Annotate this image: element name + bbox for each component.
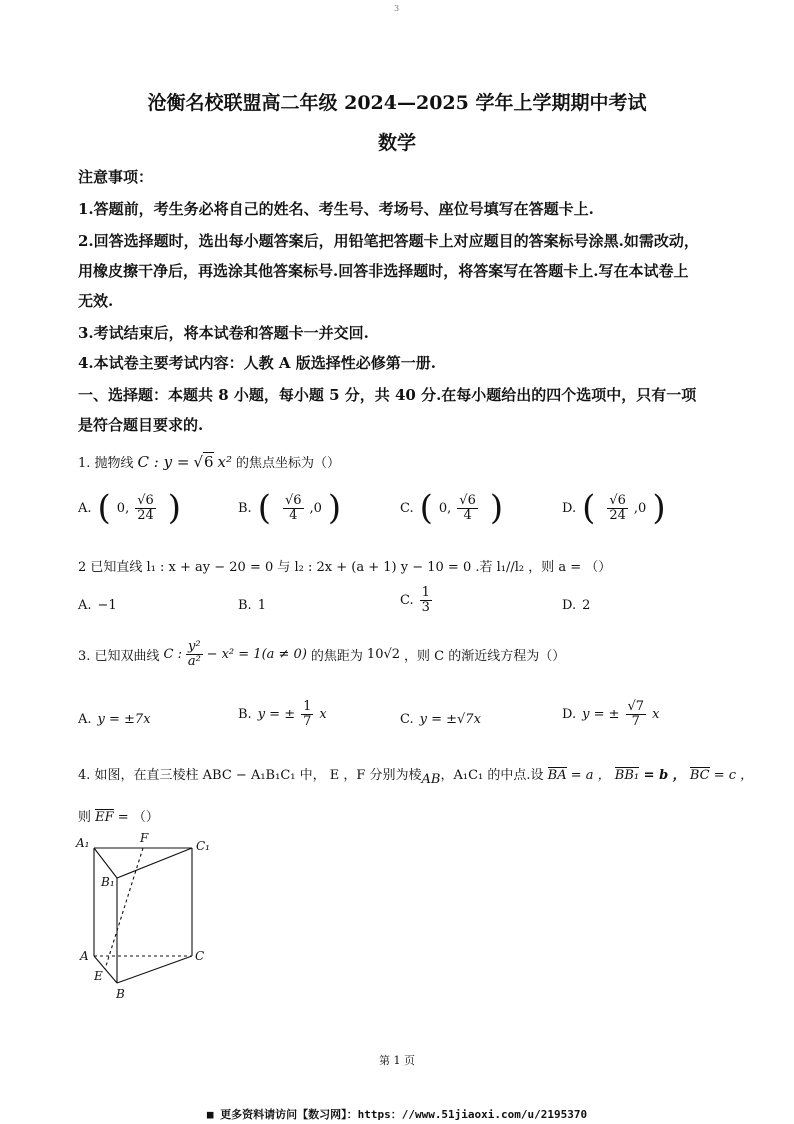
resource-banner-link[interactable]: ■ 更多资料请访问【数习网】：https：//www.51jiaoxi.com/u/2195370: [206, 1108, 588, 1121]
note-item: 4.本试卷主要考试内容：人教 A 版选择性必修第一册.: [78, 354, 436, 372]
edge-b1c1: [117, 848, 192, 878]
notes-heading: 注意事项：: [78, 168, 154, 186]
label-a1: A₁: [76, 836, 90, 850]
question-3-stem: [78, 640, 565, 668]
note-item: 无效.: [78, 292, 114, 310]
option-label: C.: [400, 592, 414, 608]
q4-text: = a ，: [566, 768, 611, 783]
vector-bb1: BB₁: [614, 768, 640, 783]
q4-text: = b ，: [639, 768, 686, 783]
page-mark: 3: [394, 4, 400, 13]
option-label: B.: [238, 598, 252, 613]
edge-bc: [117, 956, 192, 983]
option-label: B.: [238, 500, 252, 516]
q4-text: = c ，: [709, 768, 754, 783]
q1-formula-b: x²: [217, 452, 233, 471]
q1-formula-a: C : y =: [137, 452, 190, 471]
vector-bc: BC: [689, 768, 710, 783]
q3-option-d[interactable]: [562, 700, 659, 728]
edge-a1b1: [94, 848, 117, 878]
q3-option-c[interactable]: [400, 712, 481, 727]
option-value: y = ±√7x: [419, 712, 481, 727]
q2-option-b[interactable]: [238, 598, 266, 613]
option-label: A.: [78, 500, 92, 516]
q1-prefix: 1. 抛物线: [78, 456, 134, 471]
q2-option-c[interactable]: [400, 586, 432, 614]
subject-title: 数学: [377, 132, 416, 154]
section-heading-cont: 是符合题目要求的.: [78, 416, 204, 434]
label-e: E: [94, 969, 103, 983]
note-item: 2.回答选择题时，选出每小题答案后，用铅笔把答题卡上对应题目的答案标号涂黑.如需改动，: [78, 232, 699, 250]
fraction: $\frac{1}{3}$: [421, 585, 430, 615]
vector-ef: EF: [95, 810, 114, 825]
label-b1: B₁: [101, 875, 115, 889]
q4-text: 4. 如图，在直三棱柱 ABC − A₁B₁C₁ 中， E ，F 分别为棱: [78, 768, 422, 783]
section-heading: 一、选择题：本题共 8 小题，每小题 5 分，共 40 分.在每小题给出的四个选项中，只有一项: [78, 386, 697, 404]
left-paren-icon: (: [419, 488, 433, 528]
right-paren-icon: ): [652, 488, 666, 528]
option-value: −1: [97, 598, 117, 613]
right-paren-icon: ): [327, 488, 342, 528]
q3-option-b[interactable]: [238, 700, 327, 728]
option-label: A.: [78, 598, 92, 613]
q4-text: ，A₁C₁ 的中点.设: [440, 768, 544, 783]
right-paren-icon: ): [167, 488, 182, 528]
right-paren-icon: ): [489, 488, 504, 528]
q3-formula-a: C :: [163, 646, 183, 662]
option-left: 0,: [438, 500, 452, 516]
fraction: $\frac{√6}{4}$: [284, 492, 302, 523]
left-paren-icon: (: [97, 488, 111, 528]
q1-suffix: 的焦点坐标为（）: [236, 456, 341, 471]
option-label: B.: [238, 706, 252, 722]
label-a: A: [80, 949, 89, 963]
label-b: B: [116, 987, 125, 1001]
exam-title: 沧衡名校联盟高二年级 2024—2025 学年上学期期中考试: [147, 92, 647, 114]
q4-text: = （）: [113, 810, 159, 825]
left-paren-icon: (: [582, 488, 596, 528]
page-number: 第 1 页: [379, 1054, 415, 1067]
q3-formula-b: − x² = 1(a ≠ 0): [206, 646, 307, 662]
q1-option-c[interactable]: [400, 488, 503, 528]
option-label: C.: [400, 712, 414, 727]
q3-option-a[interactable]: [78, 712, 151, 727]
option-value: y = ±7x: [97, 712, 151, 727]
q1-option-b[interactable]: [238, 488, 341, 528]
option-label: D.: [562, 598, 577, 613]
segment-ef: [105, 848, 143, 969]
fraction: $\frac{√6}{24}$: [137, 492, 154, 523]
note-item: 用橡皮擦干净后，再选涂其他答案标号.回答非选择题时，将答案写在答题卡上.写在本试卷上: [78, 262, 689, 280]
fraction: $\frac{1}{7}$: [303, 699, 312, 729]
q1-option-a[interactable]: [78, 488, 181, 528]
q3-prefix: 3. 已知双曲线: [78, 648, 160, 664]
q3-mid: 的焦距为: [310, 648, 363, 664]
question-1-stem: [78, 452, 340, 471]
note-item: 1.答题前，考生务必将自己的姓名、考生号、考场号、座位号填写在答题卡上.: [78, 200, 594, 218]
question-4-stem: [78, 764, 754, 787]
label-c1: C₁: [196, 839, 210, 853]
prism-figure: [70, 828, 230, 1003]
note-item: 3.考试结束后，将本试卷和答题卡一并交回.: [78, 324, 369, 342]
fraction: $\frac{√6}{4}$: [459, 492, 476, 523]
q3-focal: 10√2: [366, 646, 401, 662]
fraction: $\frac{√6}{24}$: [609, 492, 626, 523]
label-f: F: [140, 831, 149, 845]
q4-ab: AB: [421, 772, 441, 787]
option-pre: y = ±: [257, 706, 296, 722]
option-label: D.: [562, 500, 577, 516]
option-right: ,0: [633, 500, 647, 516]
option-value: 2: [582, 598, 591, 613]
vector-ba: BA: [547, 768, 567, 783]
q4-text: 则: [78, 810, 92, 825]
question-4-stem-cont: [78, 806, 159, 825]
sqrt-sign: √6: [193, 452, 214, 471]
option-post: x: [319, 706, 327, 722]
option-label: C.: [400, 500, 414, 516]
option-left: 0,: [116, 500, 130, 516]
fraction: $\frac{\text{y²}}{\text{a²}}$: [187, 639, 201, 669]
option-label: A.: [78, 712, 92, 727]
q3-suffix: ，则 C 的渐近线方程为（）: [404, 648, 566, 664]
option-value: 1: [257, 598, 266, 613]
option-right: ,0: [309, 500, 322, 516]
option-pre: y = ±: [582, 706, 620, 722]
q1-option-d[interactable]: [562, 488, 666, 528]
q2-option-d[interactable]: [562, 598, 590, 613]
label-c: C: [195, 949, 205, 963]
fraction: $\frac{√7}{7}$: [627, 699, 645, 729]
option-label: D.: [562, 706, 577, 722]
left-paren-icon: (: [257, 488, 271, 528]
question-2-stem: 2 已知直线 l₁ : x + ay − 20 = 0 与 l₂ : 2x + (a + 1) y − 10 = 0 .若 l₁//l₂ ，则 a = （）: [78, 560, 612, 575]
q2-option-a[interactable]: [78, 598, 117, 613]
option-post: x: [652, 706, 660, 722]
